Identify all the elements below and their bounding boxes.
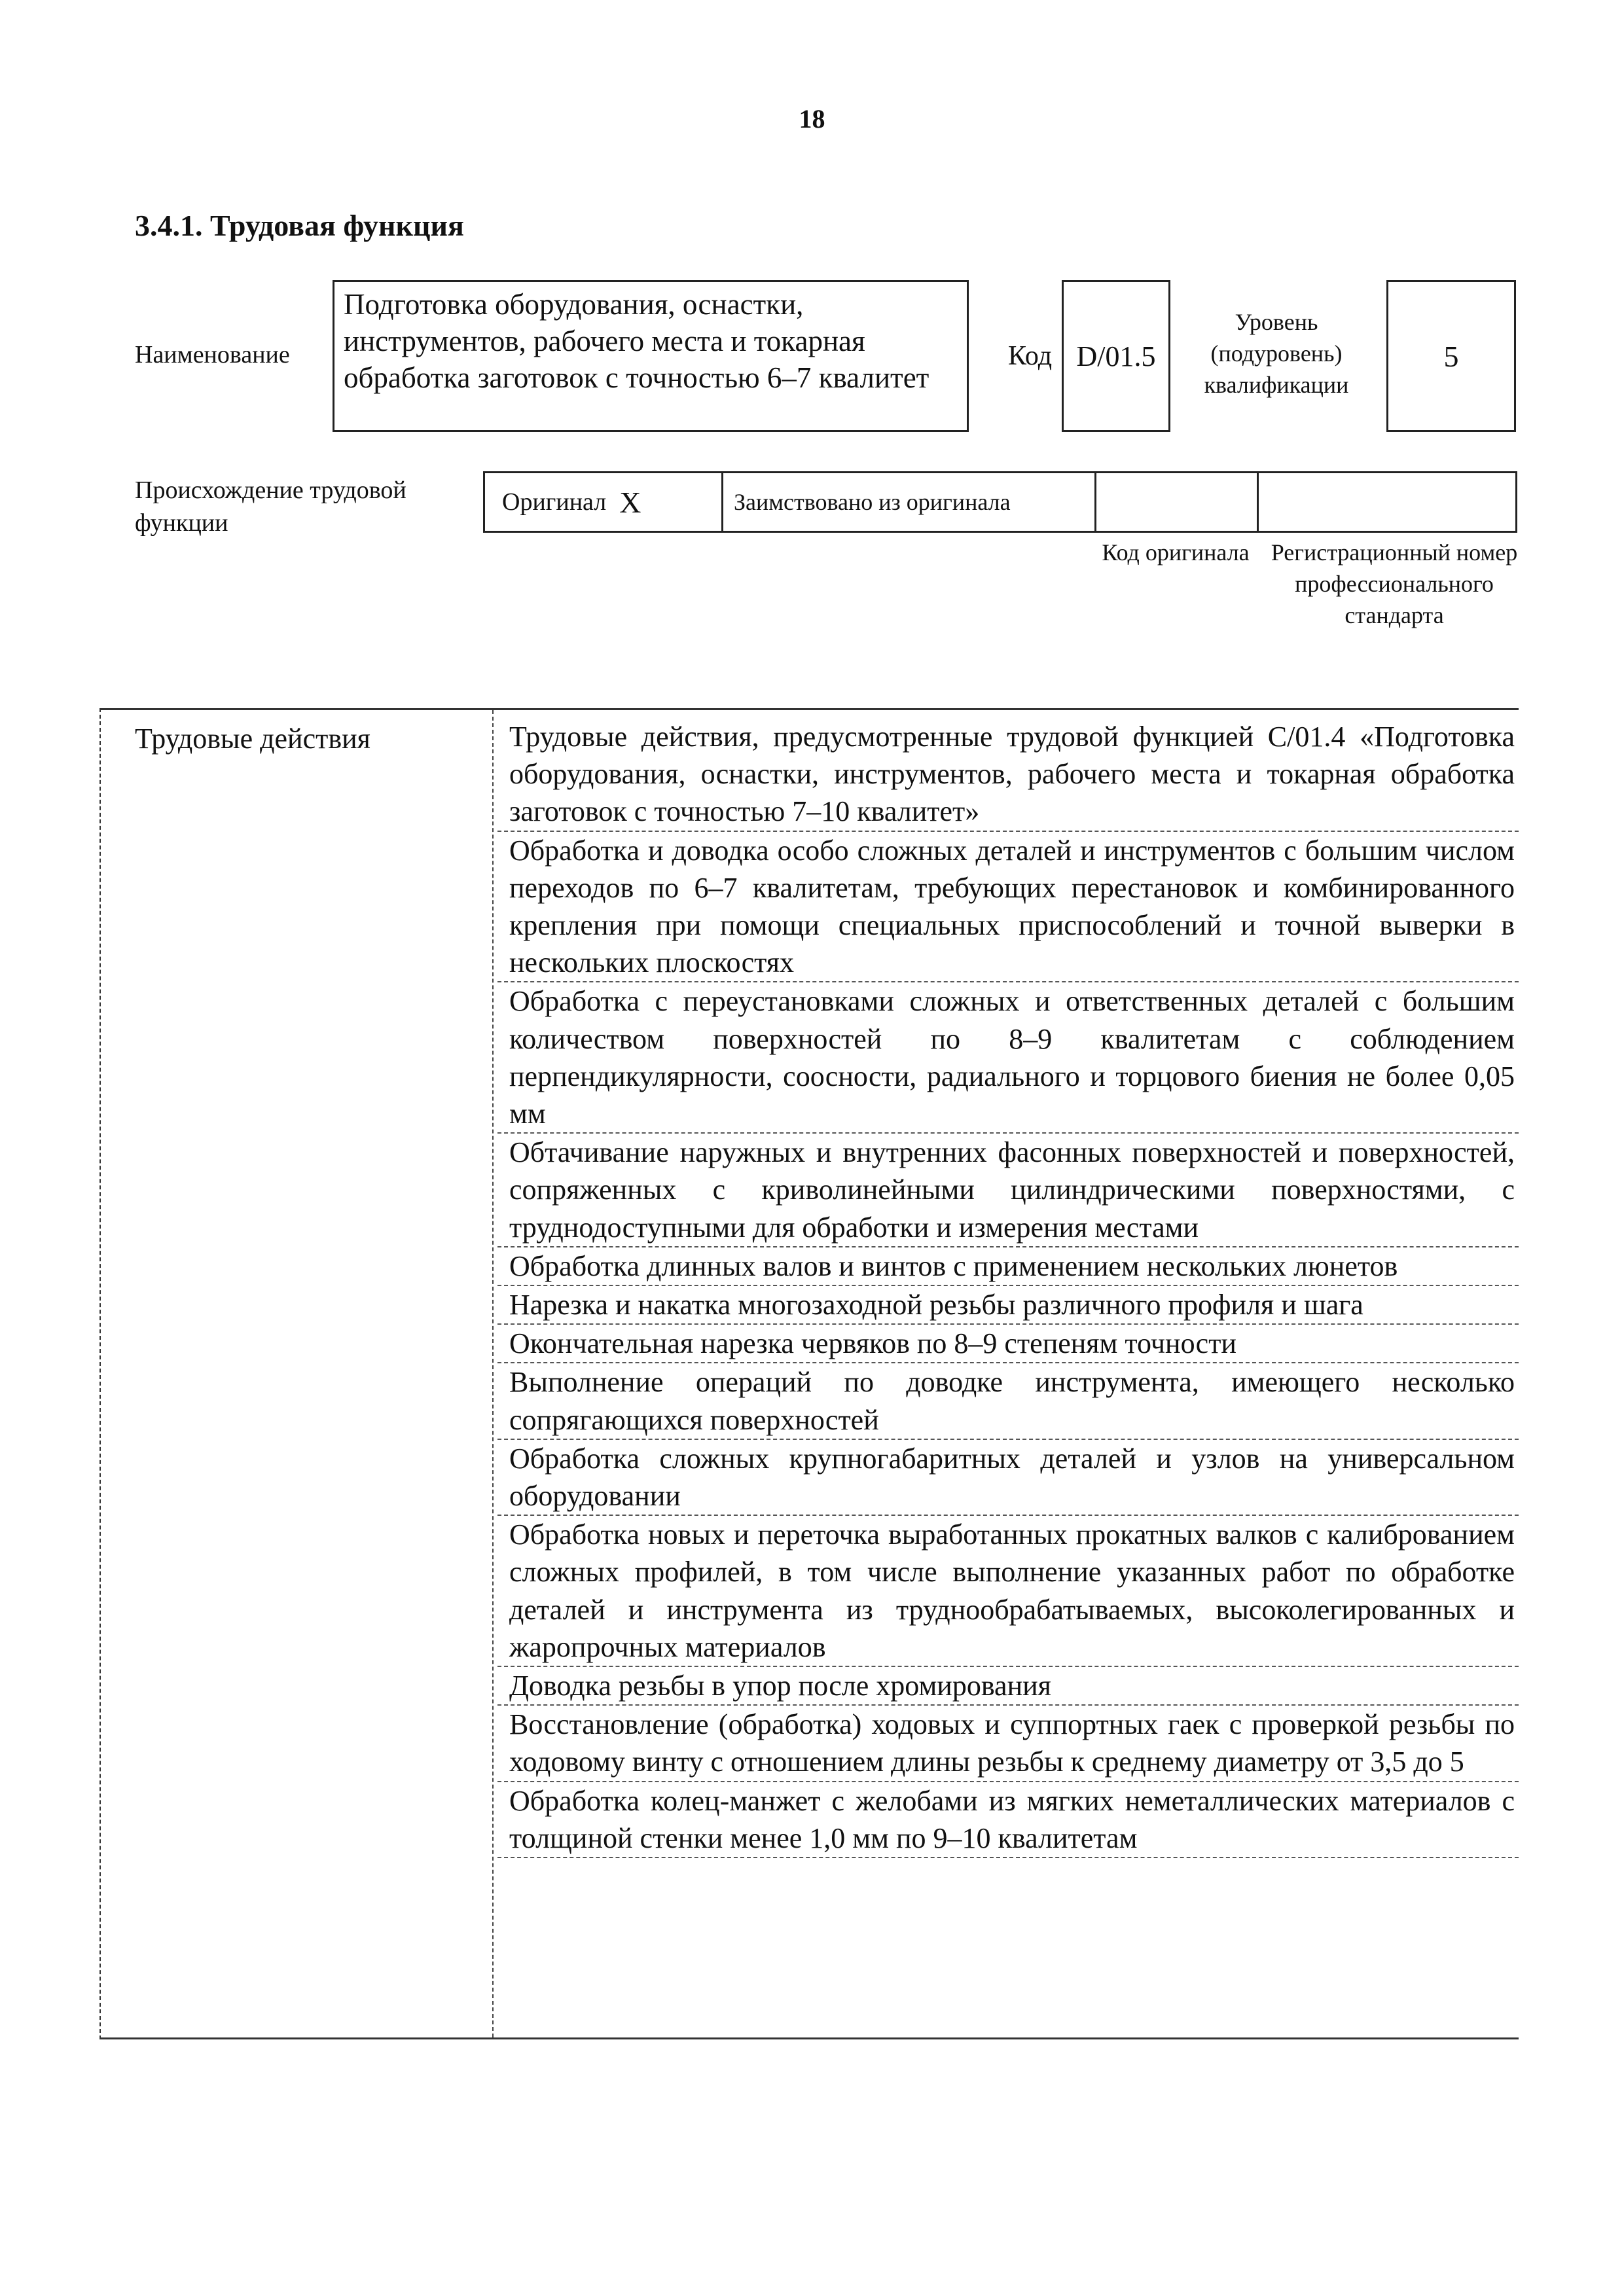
origin-code-cell bbox=[1096, 473, 1259, 531]
labor-action-item: Обтачивание наружных и внутренних фасонных поверхностей и поверхностей, сопряженных с криволинейными цилиндрическими поверхностями, с труднодоступными для обработки и измерения местами bbox=[497, 1134, 1519, 1247]
labor-action-item: Обработка колец-манжет с желобами из мягких неметаллических материалов с толщиной стенки менее 1,0 мм по 9–10 квалитетам bbox=[497, 1782, 1519, 1858]
code-original-caption: Код оригинала bbox=[1102, 539, 1250, 565]
function-code-value: D/01.5 bbox=[1076, 340, 1156, 372]
labor-action-item: Нарезка и накатка многозаходной резьбы различного профиля и шага bbox=[497, 1286, 1519, 1325]
function-name-box: Подготовка оборудования, оснастки, инструментов, рабочего места и токарная обработка заготовок с точностью 6–7 квалитет bbox=[333, 280, 969, 432]
page-number: 18 bbox=[799, 104, 825, 134]
qualification-level-value: 5 bbox=[1443, 339, 1459, 373]
origin-original-cell bbox=[485, 473, 723, 531]
section-title: 3.4.1. Трудовая функция bbox=[135, 209, 464, 242]
function-code-box bbox=[1062, 280, 1170, 432]
labor-action-item: Выполнение операций по доводке инструмента, имеющего несколько сопрягающихся поверхностей bbox=[497, 1363, 1519, 1439]
column-divider bbox=[492, 710, 494, 2037]
origin-original-mark: X bbox=[619, 485, 641, 519]
code-label: Код bbox=[1008, 341, 1053, 371]
qualification-level-box bbox=[1386, 280, 1516, 432]
origin-table bbox=[483, 471, 1517, 533]
labor-action-item: Обработка сложных крупногабаритных деталей и узлов на универсальном оборудовании bbox=[497, 1440, 1519, 1516]
labor-action-item: Доводка резьбы в упор после хромирования bbox=[497, 1667, 1519, 1706]
labor-action-item: Восстановление (обработка) ходовых и суппортных гаек с проверкой резьбы по ходовому винту с отношением длины резьбы к среднему диаметру от 3,5 до 5 bbox=[497, 1706, 1519, 1782]
origin-borrowed-label: Заимствовано из оригинала bbox=[734, 489, 1011, 515]
name-label: Наименование bbox=[135, 341, 290, 368]
labor-actions-list bbox=[497, 718, 1519, 1858]
labor-action-item: Обработка и доводка особо сложных деталей и инструментов с большим числом переходов по 6–7 квалитетам, требующих перестановок и комбинированного крепления при помощи специальных приспособлений и точной выверки в нескольких плоскостях bbox=[497, 832, 1519, 983]
labor-actions-table bbox=[99, 708, 1519, 2039]
reg-number-caption: Регистрационный номер профессионального стандарта bbox=[1271, 539, 1518, 628]
origin-label: Происхождение трудовой функции bbox=[135, 476, 406, 537]
origin-reg-number-cell bbox=[1259, 473, 1515, 531]
origin-original-label: Оригинал bbox=[502, 488, 607, 516]
labor-action-item: Обработка с переустановками сложных и ответственных деталей с большим количеством поверхностей по 8–9 квалитетам с соблюдением перпендикулярности, соосности, радиального и торцового биения не более 0,05 мм bbox=[497, 982, 1519, 1134]
labor-action-item: Обработка длинных валов и винтов с применением нескольких люнетов bbox=[497, 1247, 1519, 1286]
qualification-level-label: Уровень (подуровень) квалификации bbox=[1204, 309, 1349, 398]
origin-borrowed-cell bbox=[723, 473, 1096, 531]
labor-action-item: Трудовые действия, предусмотренные трудовой функцией C/01.4 «Подготовка оборудования, оснастки, инструментов, рабочего места и токарная обработка заготовок с точностью 7–10 квалитет» bbox=[497, 718, 1519, 832]
labor-action-item: Обработка новых и переточка выработанных прокатных валков с калиброванием сложных профилей, в том числе выполнение указанных работ по обработке деталей и инструмента из труднообрабатываемых, высоколегированных и жаропрочных материалов bbox=[497, 1516, 1519, 1667]
labor-action-item: Окончательная нарезка червяков по 8–9 степеням точности bbox=[497, 1325, 1519, 1363]
labor-actions-label: Трудовые действия bbox=[135, 723, 370, 755]
